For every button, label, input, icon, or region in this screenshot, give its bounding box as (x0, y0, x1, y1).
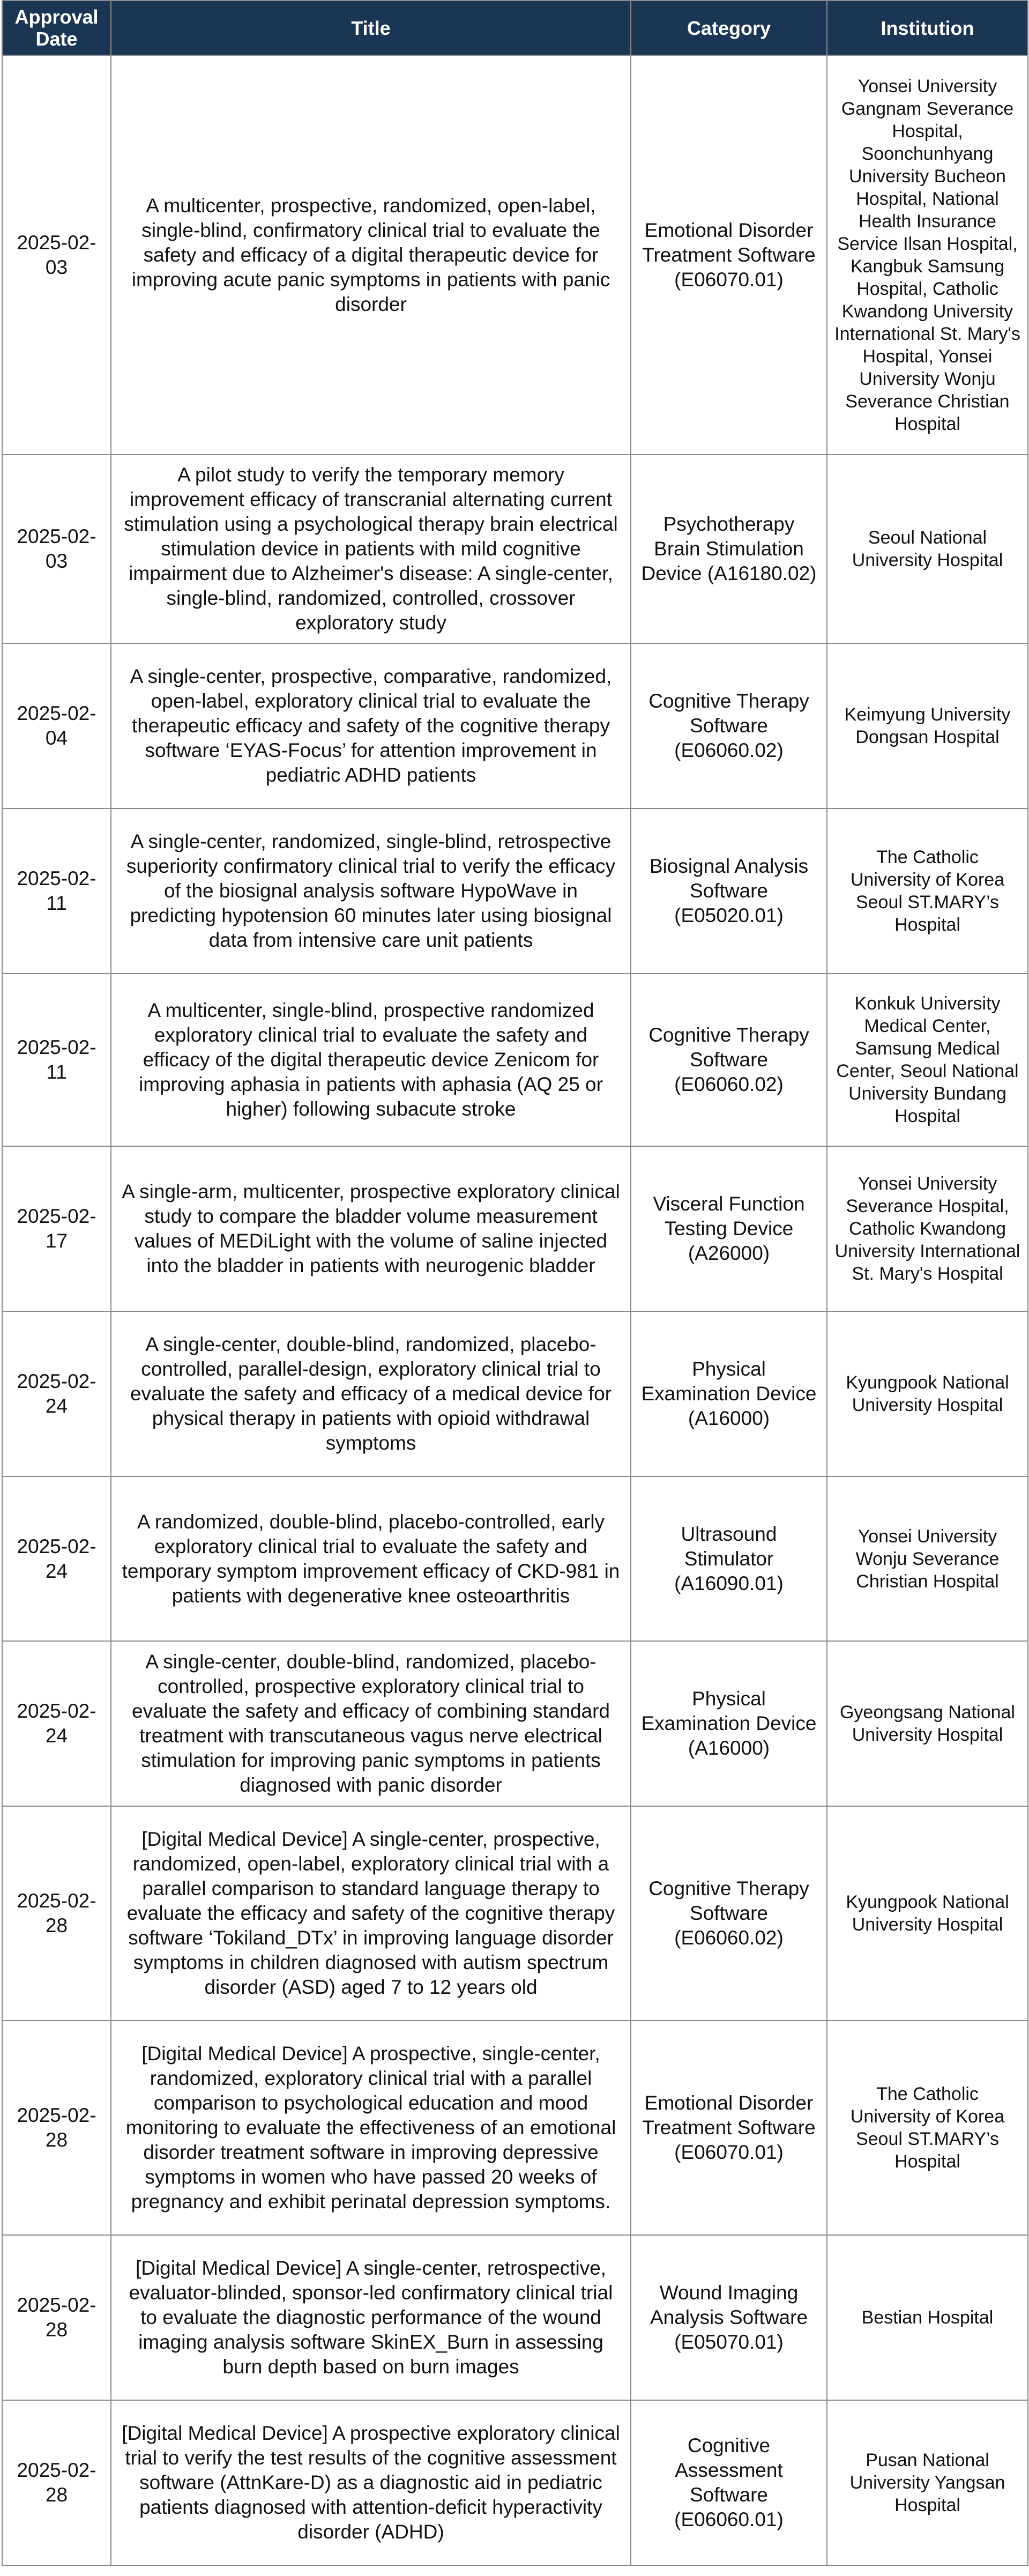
cell-approval-date: 2025-02-28 (2, 2400, 111, 2565)
cell-institution: The Catholic University of Korea Seoul ST.MARY’s Hospital (827, 808, 1028, 974)
cell-title: [Digital Medical Device] A prospective exploratory clinical trial to verify the test results of the cognitive assessment software (AttnKare-D) as a diagnostic aid in pediatric patients diagnosed with attention-deficit hyperactivity disorder (ADHD) (111, 2400, 631, 2565)
cell-institution: Kyungpook National University Hospital (827, 1806, 1028, 2021)
cell-approval-date: 2025-02-24 (2, 1311, 111, 1476)
table-row (2, 55, 1028, 455)
table-row (2, 643, 1028, 808)
cell-title: A multicenter, prospective, randomized, open-label, single-blind, confirmatory clinical trial to evaluate the safety and efficacy of a digital therapeutic device for improving acute panic symptoms in patients with panic disorder (111, 55, 631, 455)
table-row (2, 808, 1028, 974)
table-row (2, 1476, 1028, 1641)
cell-title: A pilot study to verify the temporary memory improvement efficacy of transcranial alternating current stimulation using a psychological therapy brain electrical stimulation device in patients with mild cognitive impairment due to Alzheimer's disease: A single-center, single-blind, randomized, controlled, crossover exploratory study (111, 455, 631, 643)
cell-category: Visceral Function Testing Device (A26000) (631, 1146, 827, 1311)
cell-approval-date: 2025-02-24 (2, 1476, 111, 1641)
cell-title: A multicenter, single-blind, prospective randomized exploratory clinical trial to evaluate the safety and efficacy of the digital therapeutic device Zenicom for improving aphasia in patients with aphasia (AQ 25 or higher) following subacute stroke (111, 974, 631, 1146)
cell-institution: Yonsei University Wonju Severance Christian Hospital (827, 1476, 1028, 1641)
cell-approval-date: 2025-02-28 (2, 1806, 111, 2021)
cell-category: Cognitive Therapy Software (E06060.02) (631, 974, 827, 1146)
cell-approval-date: 2025-02-28 (2, 2235, 111, 2400)
cell-institution: The Catholic University of Korea Seoul ST.MARY’s Hospital (827, 2021, 1028, 2235)
cell-title: A single-center, double-blind, randomized, placebo-controlled, parallel-design, exploratory clinical trial to evaluate the safety and efficacy of a medical device for physical therapy in patients with opioid withdrawal symptoms (111, 1311, 631, 1476)
table-row (2, 1806, 1028, 2021)
cell-institution: Pusan National University Yangsan Hospital (827, 2400, 1028, 2565)
cell-institution: Seoul National University Hospital (827, 455, 1028, 643)
table-row (2, 455, 1028, 643)
cell-institution: Gyeongsang National University Hospital (827, 1641, 1028, 1806)
cell-category: Emotional Disorder Treatment Software (E06070.01) (631, 2021, 827, 2235)
header-title: Title (111, 1, 631, 55)
cell-category: Physical Examination Device (A16000) (631, 1641, 827, 1806)
cell-title: A randomized, double-blind, placebo-controlled, early exploratory clinical trial to evaluate the safety and temporary symptom improvement efficacy of CKD-981 in patients with degenerative knee osteoarthritis (111, 1476, 631, 1641)
cell-category: Cognitive Therapy Software (E06060.02) (631, 1806, 827, 2021)
cell-title: A single-center, double-blind, randomized, placebo-controlled, prospective exploratory clinical trial to evaluate the safety and efficacy of combining standard treatment with transcutaneous vagus nerve electrical stimulation for improving panic symptoms in patients diagnosed with panic disorder (111, 1641, 631, 1806)
table-row (2, 1311, 1028, 1476)
cell-category: Cognitive Assessment Software (E06060.01) (631, 2400, 827, 2565)
cell-institution: Konkuk University Medical Center, Samsung Medical Center, Seoul National University Bundang Hospital (827, 974, 1028, 1146)
cell-approval-date: 2025-02-04 (2, 643, 111, 808)
table-body (2, 55, 1028, 2565)
table-row (2, 1641, 1028, 1806)
cell-approval-date: 2025-02-28 (2, 2021, 111, 2235)
cell-category: Wound Imaging Analysis Software (E05070.01) (631, 2235, 827, 2400)
cell-category: Psychotherapy Brain Stimulation Device (A16180.02) (631, 455, 827, 643)
table-row (2, 2021, 1028, 2235)
cell-category: Ultrasound Stimulator (A16090.01) (631, 1476, 827, 1641)
cell-title: A single-center, randomized, single-blind, retrospective superiority confirmatory clinical trial to verify the efficacy of the biosignal analysis software HypoWave in predicting hypotension 60 minutes later using biosignal data from intensive care unit patients (111, 808, 631, 974)
header-institution: Institution (827, 1, 1028, 55)
cell-institution: Keimyung University Dongsan Hospital (827, 643, 1028, 808)
cell-institution: Yonsei University Severance Hospital, Catholic Kwandong University International St. Mary's Hospital (827, 1146, 1028, 1311)
approvals-table (2, 0, 1028, 2566)
cell-category: Cognitive Therapy Software (E06060.02) (631, 643, 827, 808)
cell-category: Biosignal Analysis Software (E05020.01) (631, 808, 827, 974)
cell-category: Emotional Disorder Treatment Software (E06070.01) (631, 55, 827, 455)
header-category: Category (631, 1, 827, 55)
header-approval-date: Approval Date (2, 1, 111, 55)
cell-title: A single-arm, multicenter, prospective exploratory clinical study to compare the bladder volume measurement values of MEDiLight with the volume of saline injected into the bladder in patients with neurogenic bladder (111, 1146, 631, 1311)
cell-approval-date: 2025-02-24 (2, 1641, 111, 1806)
cell-approval-date: 2025-02-17 (2, 1146, 111, 1311)
table-row (2, 1146, 1028, 1311)
cell-institution: Kyungpook National University Hospital (827, 1311, 1028, 1476)
cell-approval-date: 2025-02-03 (2, 455, 111, 643)
header-row (2, 1, 1028, 55)
table-row (2, 2400, 1028, 2565)
cell-category: Physical Examination Device (A16000) (631, 1311, 827, 1476)
cell-title: [Digital Medical Device] A prospective, single-center, randomized, exploratory clinical trial with a parallel comparison to psychological education and mood monitoring to evaluate the effectiveness of an emotional disorder treatment software in improving depressive symptoms in women who have passed 20 weeks of pregnancy and exhibit perinatal depression symptoms. (111, 2021, 631, 2235)
cell-title: [Digital Medical Device] A single-center, prospective, randomized, open-label, exploratory clinical trial with a parallel comparison to standard language therapy to evaluate the efficacy and safety of the cognitive therapy software ‘Tokiland_DTx’ in improving language disorder symptoms in children diagnosed with autism spectrum disorder (ASD) aged 7 to 12 years old (111, 1806, 631, 2021)
cell-institution: Yonsei University Gangnam Severance Hospital, Soonchunhyang University Bucheon Hospital, National Health Insurance Service Ilsan Hospital, Kangbuk Samsung Hospital, Catholic Kwandong University International St. Mary's Hospital, Yonsei University Wonju Severance Christian Hospital (827, 55, 1028, 455)
cell-approval-date: 2025-02-03 (2, 55, 111, 455)
cell-title: A single-center, prospective, comparative, randomized, open-label, exploratory clinical trial to evaluate the therapeutic efficacy and safety of the cognitive therapy software ‘EYAS-Focus’ for attention improvement in pediatric ADHD patients (111, 643, 631, 808)
table-header (2, 1, 1028, 55)
cell-title: [Digital Medical Device] A single-center, retrospective, evaluator-blinded, sponsor-led confirmatory clinical trial to evaluate the diagnostic performance of the wound imaging analysis software SkinEX_Burn in assessing burn depth based on burn images (111, 2235, 631, 2400)
cell-institution: Bestian Hospital (827, 2235, 1028, 2400)
table-row (2, 974, 1028, 1146)
table-row (2, 2235, 1028, 2400)
cell-approval-date: 2025-02-11 (2, 974, 111, 1146)
cell-approval-date: 2025-02-11 (2, 808, 111, 974)
